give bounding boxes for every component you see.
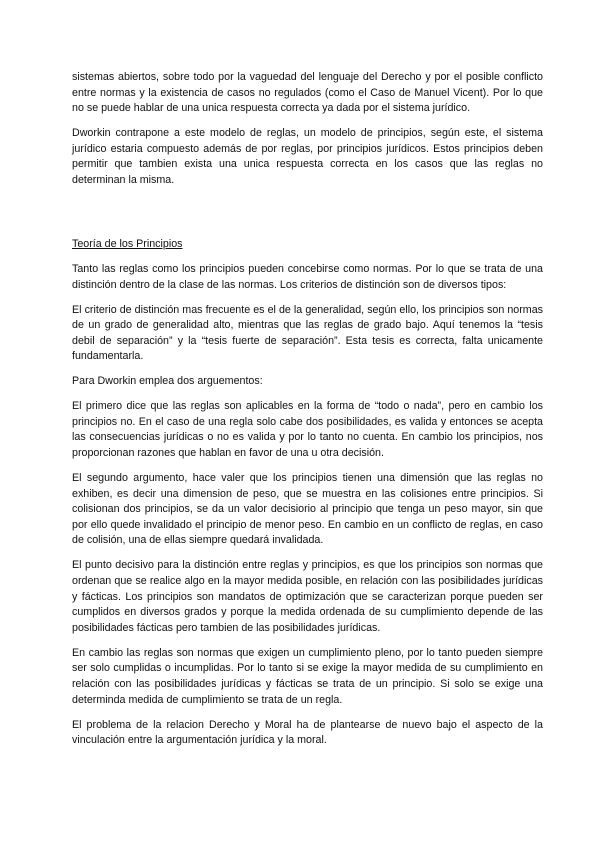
paragraph-open-systems: sistemas abiertos, sobre todo por la vaguedad del lenguaje del Derecho y por el posible conflicto entre normas y la existencia de casos no regulados (como el Caso de Manuel Vicent). Por lo que no se puede hablar de una unica respuesta correcta ya dada por el sistema jurídico. (72, 71, 543, 115)
paragraph-norms-classification: Tanto las reglas como los principios pueden concebirse como normas. Por lo que se trata de una distinción dentro de la clase de las normas. Los criterios de distinción son de diversos tipos: (72, 262, 543, 291)
paragraph-first-argument: El primero dice que las reglas son aplicables en la forma de “todo o nada”, pero en cambio los principios no. En el caso de una regla solo cabe dos posibilidades, es valida y entonces se acepta las consecuencias jurídicas o no es valida y por lo tanto no cuenta. En cambio los principios, nos proporcionan razones que hablan en favor de una u otra decisión. (72, 400, 543, 460)
paragraph-law-and-morality: El problema de la relacion Derecho y Moral ha de plantearse de nuevo bajo el aspecto de la vinculación entre la argumentación jurídica y la moral. (72, 718, 543, 747)
section-heading: Teoría de los Principios (72, 237, 183, 250)
document-page (72, 70, 543, 758)
paragraph-decisive-point: El punto decisivo para la distinción entre reglas y principios, es que los principios son normas que ordenan que se realice algo en la mayor medida posible, en relación con las posibilidades jurídicas y fácticas. Los principios son mandatos de optimización que se caracterizan porque pueden ser cumplidos en diversos grados y porque la medida ordenada de su cumplimiento depende de las posibilidades fácticas pero tambien de las posibilidades jurídicas. (72, 559, 543, 634)
paragraph-rules-full-compliance: En cambio las reglas son normas que exigen un cumplimiento pleno, por lo tanto pueden siempre ser solo cumplidas o incumplidas. Por lo tanto si se exige la mayor medida de su cumplimiento en relación con las posibilidades jurídicas y fácticas se trata de un principio. Si solo se exige una determinda medida de cumplimiento se trata de un regla. (72, 646, 543, 706)
paragraph-dworkin-principles-model: Dworkin contrapone a este modelo de reglas, un modelo de principios, según este, el sistema jurídico estaria compuesto además de por reglas, por principios jurídicos. Estos principios deben permitir que tambien exista una unica respuesta correcta en los casos que las reglas no determinan la misma. (72, 127, 543, 186)
paragraph-generality-criterion: El criterio de distinción mas frecuente es el de la generalidad, según ello, los principios son normas de un grado de generalidad alto, mientras que las reglas de grado bajo. Aquí tenemos la “tesis debil de separación” y la “tesis fuerte de separación”. Esta tesis es correcta, falta unicamente fundamentarla. (72, 303, 543, 363)
paragraph-two-arguments: Para Dworkin emplea dos arguementos: (72, 375, 263, 388)
section-spacer (72, 198, 543, 237)
paragraph-second-argument: El segundo argumento, hace valer que los principios tienen una dimensión que las reglas no exhiben, es decir una dimension de peso, que se muestra en las colisiones entre principios. Si colisionan dos principios, se da un valor decisiorio al principio que tenga un peso mayor, sin que por ello quede invalidado el principio de menor peso. En cambio en un conflicto de reglas, en caso de colisión, una de ellas siempre quedará invalidada. (72, 472, 543, 547)
